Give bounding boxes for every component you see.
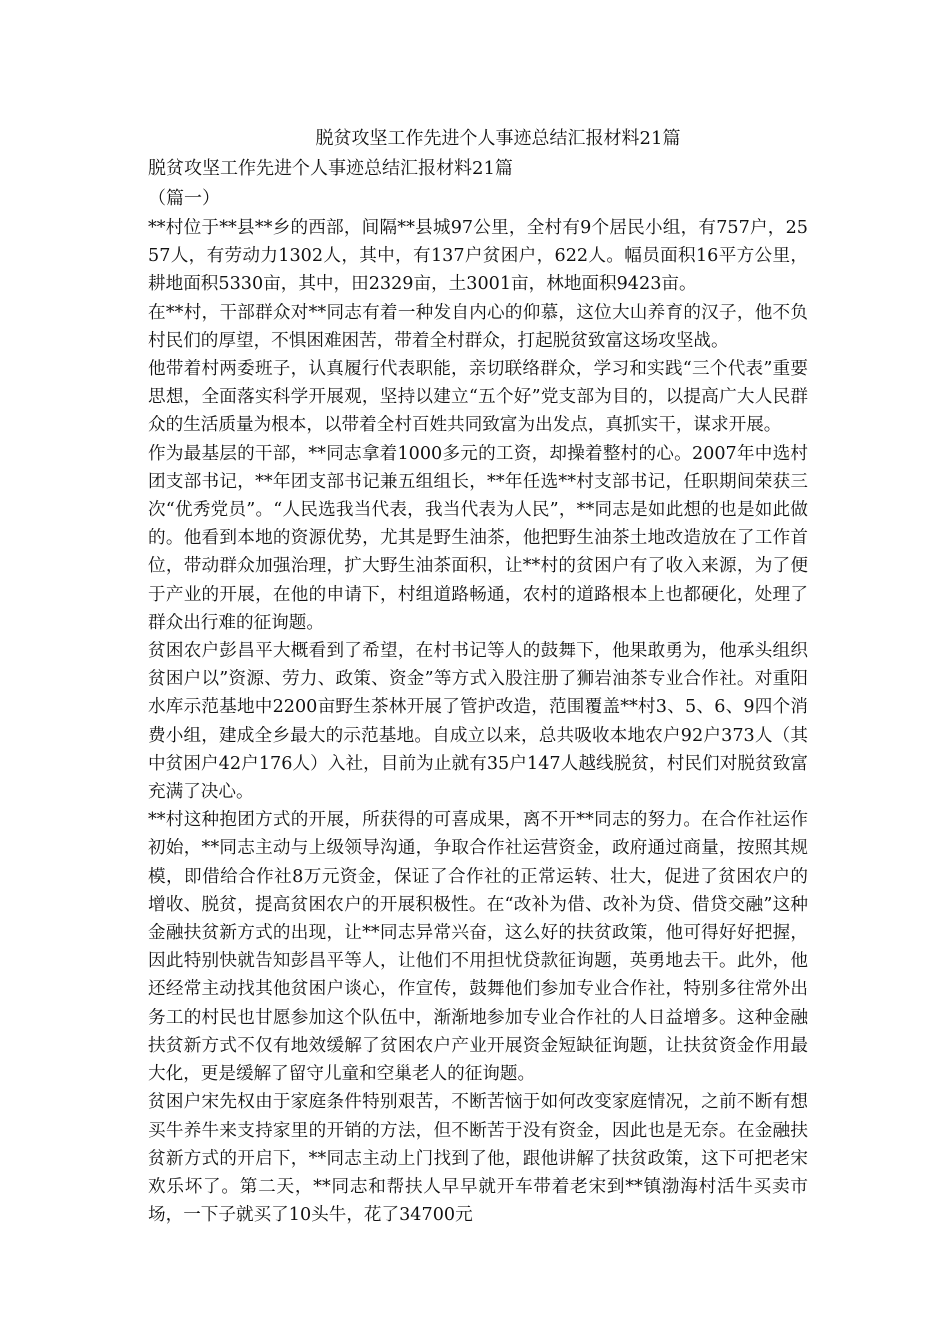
document-subtitle: 脱贫攻坚工作先进个人事迹总结汇报材料21篇 (148, 158, 513, 179)
paragraph-7: 贫困户宋先权由于家庭条件特别艰苦，不断苦恼于如何改变家庭情况，之前不断有想买牛养牛来支持家里的开销的方法，但不断苦于没有资金，因此也是无奈。在金融扶贫新方式的开启下，**同志主动上门找到了他，跟他讲解了扶贫政策，这下可把老宋欢乐坏了。第二天，**同志和帮扶人早早就开车带着老宋到**镇渤海村活牛买卖市场，一下子就买了10头牛，花了34700元 (148, 1092, 808, 1226)
paragraph-5: 贫困农户彭昌平大概看到了希望，在村书记等人的鼓舞下，他果敢勇为，他承头组织贫困户以”资源、劳力、政策、资金”等方式入股注册了狮岩油茶专业合作社。对重阳水库示范基地中2200亩野生茶林开展了管护改造，范围覆盖**村3、5、6、9四个消费小组，建成全乡最大的示范基地。自成立以来，总共吸收本地农户92户373人（其中贫困户42户176人）入社，目前为止就有35户147人越线脱贫，村民们对脱贫致富充满了决心。 (148, 641, 808, 803)
paragraph-2: 在**村，干部群众对**同志有着一种发自内心的仰慕，这位大山养育的汉子，他不负村民们的厚望，不惧困难困苦，带着全村群众，打起脱贫致富这场攻坚战。 (148, 302, 808, 351)
paragraph-1: **村位于**县**乡的西部，间隔**县城97公里，全村有9个居民小组，有757户，2557人，有劳动力1302人，其中，有137户贫困户，622人。幅员面积16平方公里，耕地面积5330亩，其中，田2329亩，土3001亩，林地面积9423亩。 (148, 218, 808, 295)
paragraph-4: 作为最基层的干部，**同志拿着1000多元的工资，却操着整村的心。2007年中选村团支部书记，**年团支部书记兼五组组长，**年任选**村支部书记，任职期间荣获三次“优秀党员”。“人民选我当代表，我当代表为人民”，**同志是如此想的也是如此做的。他看到本地的资源优势，尤其是野生油茶，他把野生油茶土地改造放在了工作首位，带动群众加强治理，扩大野生油茶面积，让**村的贫困户有了收入来源，为了便于产业的开展，在他的申请下，村组道路畅通，农村的道路根本上也都硬化，处理了群众出行难的征询题。 (148, 443, 808, 633)
document-page (148, 118, 808, 1229)
paragraph-3: 他带着村两委班子，认真履行代表职能，亲切联络群众，学习和实践“三个代表”重要思想，全面落实科学开展观，坚持以建立“五个好”党支部为目的，以提高广大人民群众的生活质量为根本，以带着全村百姓共同致富为出发点，真抓实干，谋求开展。 (148, 359, 808, 436)
paragraph-6: **村这种抱团方式的开展，所获得的可喜成果，离不开**同志的努力。在合作社运作初始，**同志主动与上级领导沟通，争取合作社运营资金，政府通过商量，按照其规模，即借给合作社8万元资金，保证了合作社的正常运转、壮大，促进了贫困农户的增收、脱贫，提高贫困农户的开展积极性。在“改补为借、改补为贷、借贷交融”这种金融扶贫新方式的出现，让**同志异常兴奋，这么好的扶贫政策，他可得好好把握，因此特别快就告知彭昌平等人，让他们不用担忧贷款征询题，英勇地去干。此外，他还经常主动找其他贫困户谈心，作宣传，鼓舞他们参加专业合作社，特别多往常外出务工的村民也甘愿参加这个队伍中，渐渐地参加专业合作社的人日益增多。这种金融扶贫新方式不仅有地效缓解了贫困农户产业开展资金短缺征询题，让扶贫资金作用最大化，更是缓解了留守儿童和空巢老人的征询题。 (148, 810, 808, 1085)
document-title: 脱贫攻坚工作先进个人事迹总结汇报材料21篇 (315, 128, 681, 149)
section-label: （篇一） (148, 188, 220, 209)
